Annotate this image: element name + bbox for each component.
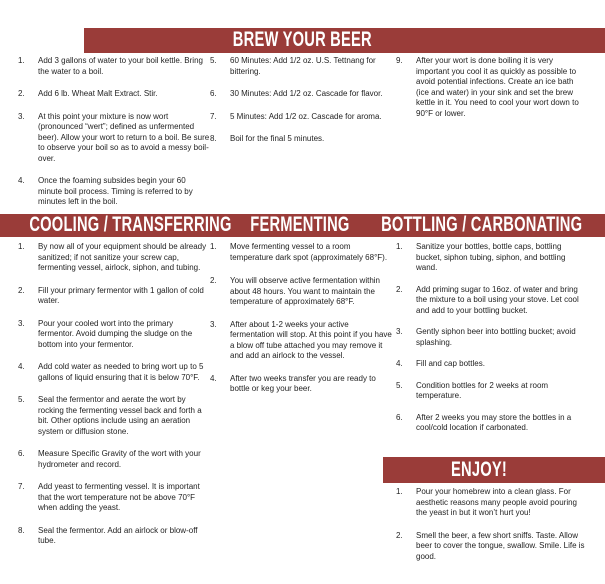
step-number: 1. bbox=[396, 242, 403, 251]
brew-steps-column-2 bbox=[210, 56, 393, 157]
instruction-step bbox=[210, 242, 393, 263]
cooling-transferring-steps bbox=[18, 242, 210, 559]
step-text: 30 Minutes: Add 1/2 oz. Cascade for flavor. bbox=[230, 89, 383, 98]
step-number: 4. bbox=[396, 359, 403, 368]
bottling-carbonating-steps bbox=[396, 242, 588, 445]
step-number: 5. bbox=[18, 395, 25, 404]
step-text: Seal the fermentor and aerate the wort by rocking the fermenting vessel back and forth a bit. Other options include using an aeration system or diffusion stone. bbox=[38, 395, 202, 436]
step-text: After about 1-2 weeks your active fermentation will stop. At this point if you have a blow off tube attached you may remove it and add an airlock to the vessel. bbox=[230, 319, 392, 360]
step-number: 6. bbox=[18, 449, 25, 458]
instruction-step bbox=[210, 56, 393, 77]
instruction-step bbox=[396, 285, 588, 317]
step-text: Condition bottles for 2 weeks at room temperature. bbox=[416, 380, 549, 400]
instruction-step bbox=[396, 56, 588, 119]
instruction-step bbox=[396, 242, 588, 274]
brew-steps-column-1 bbox=[18, 56, 210, 220]
step-text: Sanitize your bottles, bottle caps, bottling bucket, siphon tubing, siphon, and bottling wand. bbox=[416, 242, 566, 272]
enjoy-steps bbox=[396, 487, 588, 574]
step-text: Fill and cap bottles. bbox=[416, 359, 485, 368]
step-number: 8. bbox=[18, 525, 25, 535]
brew-your-beer-title: BREW YOUR BEER bbox=[232, 28, 373, 52]
fermenting-title: FERMENTING bbox=[250, 213, 350, 237]
instruction-step bbox=[396, 381, 588, 402]
step-text: At this point your mixture is now wort (pronounced “wert”; defined as unfermented beer). Allow your wort to return to a boil. Be sure to observe your boil so as to avoid a messy boil-over. bbox=[38, 111, 210, 163]
step-number: 1. bbox=[18, 56, 25, 65]
step-number: 7. bbox=[18, 482, 25, 491]
step-number: 5. bbox=[210, 56, 217, 65]
instruction-step bbox=[210, 112, 393, 123]
step-text: Once the foaming subsides begin your 60 minute boil process. Timing is referred to by minutes left in the boil. bbox=[38, 176, 193, 206]
instruction-step bbox=[210, 89, 393, 100]
brew-your-beer-banner bbox=[84, 28, 605, 53]
step-number: 1. bbox=[18, 242, 25, 251]
instruction-step bbox=[210, 276, 393, 308]
step-text: By now all of your equipment should be already sanitized; if not sanitize your screw cap, fermenting vessel, airlock, siphon, and tubing. bbox=[38, 242, 207, 272]
instruction-step bbox=[396, 413, 588, 434]
instruction-step bbox=[210, 134, 393, 145]
step-text: After your wort is done boiling it is very important you cool it as quickly as possible to avoid potential infections. Create an ice bath (ice and water) in your sink and set the brew kettle in it. You need to cool your wort down to 90°F or lower. bbox=[416, 56, 579, 118]
instruction-step bbox=[18, 112, 210, 165]
instruction-step bbox=[18, 242, 210, 274]
step-text: Add 3 gallons of water to your boil kettle. Bring the water to a boil. bbox=[38, 56, 203, 76]
enjoy-banner bbox=[383, 457, 605, 483]
step-text: Pour your homebrew into a clean glass. For aesthetic reasons many people avoid pouring the yeast in but it won’t hurt you! bbox=[416, 487, 577, 517]
step-number: 2. bbox=[18, 89, 25, 98]
instruction-step bbox=[18, 482, 210, 514]
step-number: 9. bbox=[396, 56, 403, 65]
step-number: 3. bbox=[18, 318, 25, 328]
brew-your-beer-banner-inner bbox=[0, 28, 605, 53]
step-number: 3. bbox=[396, 327, 403, 336]
step-text: Add priming sugar to 16oz. of water and bring the mixture to a boil using your stove. Let cool and add to your bottling bucket. bbox=[416, 284, 579, 315]
step-text: 60 Minutes: Add 1/2 oz. U.S. Tettnang for bittering. bbox=[230, 56, 376, 76]
instruction-step bbox=[18, 395, 210, 437]
instruction-step bbox=[18, 449, 210, 470]
step-number: 1. bbox=[210, 242, 217, 251]
step-number: 4. bbox=[18, 362, 25, 371]
step-number: 5. bbox=[396, 380, 403, 390]
bottling-carbonating-header bbox=[381, 213, 583, 237]
step-text: Pour your cooled wort into the primary fermentor. Avoid dumping the sludge on the bottom into your fermentor. bbox=[38, 318, 193, 349]
instruction-step bbox=[396, 531, 588, 563]
instruction-step bbox=[18, 176, 210, 208]
enjoy-title: ENJOY! bbox=[451, 457, 507, 481]
step-number: 4. bbox=[18, 176, 25, 185]
step-text: Move fermenting vessel to a room temperature dark spot (approximately 68°F). bbox=[230, 242, 388, 262]
step-text: After two weeks transfer you are ready to bottle or keg your beer. bbox=[230, 373, 376, 393]
step-number: 7. bbox=[210, 111, 217, 121]
instruction-step bbox=[210, 374, 393, 395]
fermenting-header bbox=[210, 214, 390, 237]
instruction-step bbox=[396, 359, 588, 370]
step-number: 4. bbox=[210, 373, 217, 383]
step-number: 6. bbox=[210, 89, 217, 98]
step-text: Boil for the final 5 minutes. bbox=[230, 134, 325, 143]
step-number: 6. bbox=[396, 412, 403, 422]
step-text: Add yeast to fermenting vessel. It is important that the wort temperature not be above 70°F when adding the yeast. bbox=[38, 482, 200, 512]
step-number: 3. bbox=[18, 111, 25, 121]
step-text: Gently siphon beer into bottling bucket; avoid splashing. bbox=[416, 327, 576, 347]
step-text: After 2 weeks you may store the bottles in a cool/cold location if carbonated. bbox=[416, 412, 572, 432]
step-number: 2. bbox=[396, 284, 403, 294]
instruction-step bbox=[18, 362, 210, 383]
step-text: Add 6 lb. Wheat Malt Extract. Stir. bbox=[38, 89, 158, 98]
instruction-step bbox=[18, 56, 210, 77]
step-text: 5 Minutes: Add 1/2 oz. Cascade for aroma. bbox=[230, 111, 382, 121]
instruction-step bbox=[18, 319, 210, 351]
step-number: 2. bbox=[210, 276, 217, 285]
brew-steps-column-3 bbox=[396, 56, 588, 131]
step-text: Seal the fermentor. Add an airlock or blow-off tube. bbox=[38, 525, 198, 545]
step-text: You will observe active fermentation within about 48 hours. You want to maintain the temperature of approximately 68°F. bbox=[230, 276, 381, 306]
step-text: Smell the beer, a few short sniffs. Taste. Allow beer to cover the tongue, swallow. Smile. Life is good. bbox=[416, 530, 585, 561]
step-number: 1. bbox=[396, 487, 403, 496]
step-number: 2. bbox=[396, 530, 403, 540]
instruction-step bbox=[18, 526, 210, 547]
instruction-step bbox=[396, 487, 588, 519]
bottling-carbonating-title: BOTTLING / CARBONATING bbox=[381, 213, 583, 237]
step-number: 2. bbox=[18, 285, 25, 295]
step-text: Measure Specific Gravity of the wort with your hydrometer and record. bbox=[38, 449, 201, 469]
step-text: Add cold water as needed to bring wort up to 5 gallons of liquid ensuring that it is below 70°F. bbox=[38, 362, 204, 382]
step-text: Fill your primary fermentor with 1 gallon of cold water. bbox=[38, 285, 204, 305]
instruction-step bbox=[210, 320, 393, 362]
fermenting-steps bbox=[210, 242, 393, 407]
instruction-step bbox=[18, 89, 210, 100]
step-number: 8. bbox=[210, 134, 217, 143]
instruction-step bbox=[396, 327, 588, 348]
step-number: 3. bbox=[210, 319, 217, 329]
instruction-step bbox=[18, 286, 210, 307]
cooling-transferring-title: COOLING / TRANSFERRING bbox=[28, 213, 232, 237]
